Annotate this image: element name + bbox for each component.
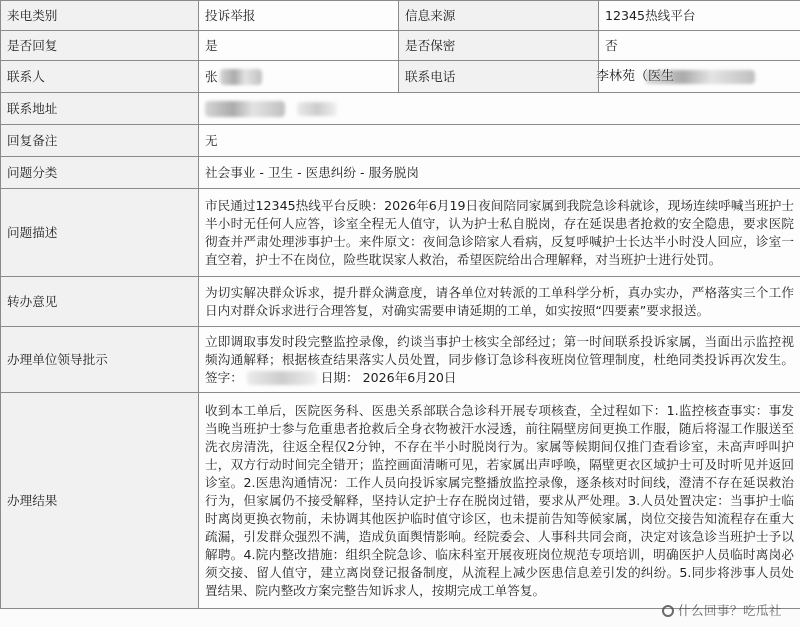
redacted-address-blur bbox=[205, 101, 285, 117]
label-info-source: 信息来源 bbox=[399, 1, 599, 31]
value-need-reply: 是 bbox=[199, 31, 399, 61]
row-transfer-opinion bbox=[1, 277, 800, 327]
value-reply-note: 无 bbox=[199, 125, 800, 157]
value-description: 市民通过12345热线平台反映：2026年6月19日夜间陪同家属到我院急诊科就诊，现场连续呼喊当班护士半小时无任何人应答，诊室全程无人值守，认为护士私自脱岗，存在延误患者抢救的安全隐患，要求医院彻查并严肃处理涉事护士。来件原文：夜间急诊陪家人看病，反复呼喊护士长达半小时没人回应，诊室一直空着，护士不在岗位，险些耽误家人救治，希望医院给出合理解释，对当班护士进行处罚。 bbox=[199, 189, 800, 277]
redacted-name-blur bbox=[220, 69, 262, 85]
date-label: 日期： bbox=[320, 369, 359, 385]
row-reply bbox=[1, 31, 800, 61]
row-category bbox=[1, 157, 800, 189]
contact-phone-overlay-text: 李林苑（医生 bbox=[596, 69, 675, 84]
redacted-address-blur-2 bbox=[297, 102, 337, 116]
value-contact-person bbox=[199, 61, 399, 93]
label-need-reply: 是否回复 bbox=[1, 31, 199, 61]
row-description bbox=[1, 189, 800, 277]
label-contact-phone: 联系电话 bbox=[399, 61, 599, 93]
sign-label: 签字： bbox=[205, 369, 243, 385]
row-address bbox=[1, 93, 800, 125]
label-description: 问题描述 bbox=[1, 189, 199, 277]
label-result: 办理结果 bbox=[1, 393, 199, 609]
value-call-type: 投诉举报 bbox=[199, 1, 399, 31]
row-result bbox=[1, 393, 800, 609]
watermark-text: 什么回事？吃瓜社 bbox=[677, 603, 782, 618]
value-info-source: 12345热线平台 bbox=[599, 1, 800, 31]
row-reply-note bbox=[1, 125, 800, 157]
label-leader-instruction: 办理单位领导批示 bbox=[1, 327, 199, 393]
value-result: 收到本工单后，医院医务科、医患关系部联合急诊科开展专项核查，全过程如下：1.监控核查事实：事发当晚当班护士参与危重患者抢救后全身衣物被汗水浸透，前往隔壁房间更换工作服，随后将湿工作服送至洗衣房清洗，往返全程仅2分钟，不存在半小时脱岗行为。家属等候期间仅推门查看诊室，未高声呼叫护士，双方行动时间完全错开；监控画面清晰可见，若家属出声呼唤，隔壁更衣区域护士可及时听见并返回诊室。2.医患沟通情况：工作人员向投诉家属完整播放监控录像，逐条核对时间线，澄清不存在延误救治行为，但家属仍不接受解释，坚持认定护士存在脱岗过错，要求从严处理。3.人员处置决定：当事护士临时离岗更换衣物前，未协调其他医护临时值守诊区，也未提前告知等候家属，岗位交接告知流程存在重大疏漏，引发群众强烈不满，造成负面舆情影响。经院委会、人事科共同会商，决定对该急诊当班护士予以解聘。4.院内整改措施：组织全院急诊、临床科室开展夜班岗位规范专项培训，明确医护人员临时离岗必须交接、留人值守，建立离岗登记报备制度，从流程上减少医患信息差引发的纠纷。5.同步将涉事人员处置结果、院内整改方案完整告知诉求人，按期完成工单答复。 bbox=[199, 393, 800, 609]
date-value: 2026年6月20日 bbox=[362, 369, 457, 385]
value-confidential: 否 bbox=[599, 31, 800, 61]
label-contact-person: 联系人 bbox=[1, 61, 199, 93]
row-leader-instruction bbox=[1, 327, 800, 393]
row-call-type bbox=[1, 1, 800, 31]
label-call-type: 来电类别 bbox=[1, 1, 199, 31]
value-address bbox=[199, 93, 800, 125]
label-address: 联系地址 bbox=[1, 93, 199, 125]
redacted-signature-blur bbox=[247, 371, 317, 385]
label-confidential: 是否保密 bbox=[399, 31, 599, 61]
label-transfer-opinion: 转办意见 bbox=[1, 277, 199, 327]
value-leader-instruction bbox=[199, 327, 800, 393]
value-category: 社会事业 - 卫生 - 医患纠纷 - 服务脱岗 bbox=[199, 157, 800, 189]
label-reply-note: 回复备注 bbox=[1, 125, 199, 157]
leader-instruction-text: 立即调取事发时段完整监控录像，约谈当事护士核实全部经过；第一时间联系投诉家属，当面出示监控视频沟通解释；根据核查结果落实人员处置，同步修订急诊科夜班岗位管理制度，杜绝同类投诉再次发生。 bbox=[205, 333, 794, 367]
contact-person-surname: 张 bbox=[205, 68, 218, 84]
label-category: 问题分类 bbox=[1, 157, 199, 189]
value-transfer-opinion: 为切实解决群众诉求，提升群众满意度，请各单位对转派的工单科学分析，真办实办，严格落实三个工作日内对群众诉求进行合理答复，对确实需要申请延期的工单，如实按照“四要素”要求报送。 bbox=[199, 277, 800, 327]
row-contact bbox=[1, 61, 800, 93]
